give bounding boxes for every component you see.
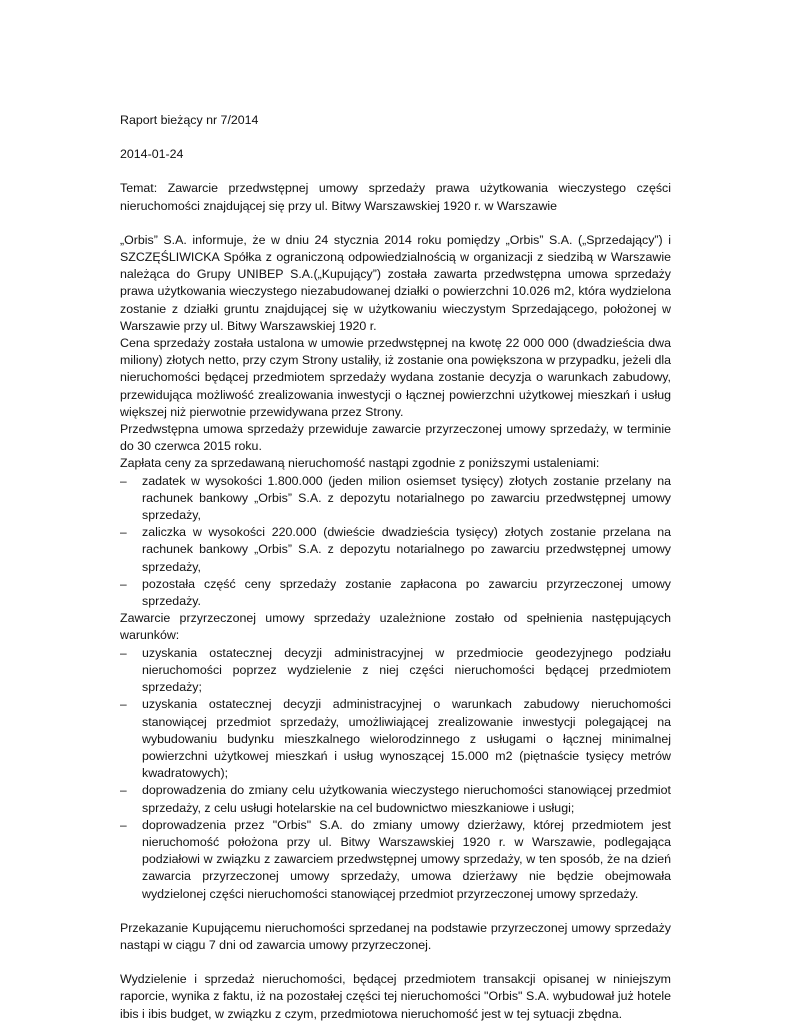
paragraph-rationale: Wydzielenie i sprzedaż nieruchomości, będącej przedmiotem transakcji opisanej w niniejszym raporcie, wynika z faktu, iż na pozostałej części tej nieruchomości "Orbis" S.A. wybudował już hotele ibis i ibis budget, w związku z czym, przedmiotowa nieruchomość jest w tej sytuacji zbędna.: [120, 972, 671, 1021]
list-item: – doprowadzenia przez "Orbis" S.A. do zmiany umowy dzierżawy, której przedmiotem jest nieruchomość położona przy ul. Bitwy Warszawskiej 1920 r. w Warszawie, podlegająca podziałowi w związku z zawarciem przedwstępnej umowy sprzedaży, w ten sposób, że na dzień zawarcia przyrzeczonej umowy sprzedaży, umowa dzierżawy nie będzie obejmowała wydzielonej części nieruchomości stanowiącej przedmiot przyrzeczonej umowy sprzedaży.: [120, 817, 671, 903]
paragraph-payment-intro: Zapłata ceny za sprzedawaną nieruchomość nastąpi zgodnie z poniższymi ustaleniami:: [120, 456, 600, 471]
paragraph-price: Cena sprzedaży została ustalona w umowie przedwstępnej na kwotę 22 000 000 (dwadzieścia dwa miliony) złotych netto, przy czym Strony ustaliły, iż zostanie ona powiększona w przypadku, jeżeli dla nieruchomości będącej przedmiotem sprzedaży wydana zostanie decyzja o warunkach zabudowy, przewidująca możliwość zrealizowania inwestycji o łącznej powierzchni użytkowej mieszkań i usług większej niż pierwotnie przewidywana przez Strony.: [120, 336, 671, 419]
list-item: – uzyskania ostatecznej decyzji administracyjnej w przedmiocie geodezyjnego podziału nieruchomości poprzez wydzielenie z niej części nieruchomości będącej przedmiotem sprzedaży;: [120, 645, 671, 697]
payment-list: [120, 473, 671, 611]
list-item: – zaliczka w wysokości 220.000 (dwieście dwadzieścia tysięcy) złotych zostanie przelana na rachunek bankowy „Orbis” S.A. z depozytu notarialnego po zawarciu przedwstępnej umowy sprzedaży,: [120, 524, 671, 576]
report-date: 2014-01-24: [120, 147, 184, 162]
list-item: – uzyskania ostatecznej decyzji administracyjnej o warunkach zabudowy nieruchomości stanowiącej przedmiot sprzedaży, umożliwiającej zrealizowanie inwestycji polegającej na wybudowaniu budynku mieszkalnego wielorodzinnego z usługami o łącznej minimalnej powierzchni użytkowej mieszkań i usług wynoszącej 15.000 m2 (piętnaście tysięcy metrów kwadratowych);: [120, 696, 671, 782]
list-item: – zadatek w wysokości 1.800.000 (jeden milion osiemset tysięcy) złotych zostanie przelany na rachunek bankowy „Orbis” S.A. z depozytu notarialnego po zawarciu przedwstępnej umowy sprzedaży,: [120, 473, 671, 525]
list-item: – pozostała część ceny sprzedaży zostanie zapłacona po zawarciu przyrzeczonej umowy sprzedaży.: [120, 576, 671, 610]
paragraph-deadline: Przedwstępna umowa sprzedaży przewiduje zawarcie przyrzeczonej umowy sprzedaży, w terminie do 30 czerwca 2015 roku.: [120, 422, 671, 454]
conditions-list: [120, 645, 671, 903]
report-subject: Temat: Zawarcie przedwstępnej umowy sprzedaży prawa użytkowania wieczystego części nieruchomości znajdującej się przy ul. Bitwy Warszawskiej 1920 r. w Warszawie: [120, 181, 671, 213]
document-body: [120, 112, 671, 1023]
report-title: Raport bieżący nr 7/2014: [120, 113, 259, 127]
paragraph-conditions-intro: Zawarcie przyrzeczonej umowy sprzedaży uzależnione zostało od spełnienia następujących warunków:: [120, 611, 671, 643]
paragraph-handover: Przekazanie Kupującemu nieruchomości sprzedanej na podstawie przyrzeczonej umowy sprzedaży nastąpi w ciągu 7 dni od zawarcia umowy przyrzeczonej.: [120, 920, 671, 952]
list-item: – doprowadzenia do zmiany celu użytkowania wieczystego nieruchomości stanowiącej przedmiot sprzedaży, z celu usługi hotelarskie na cel budownictwo mieszkaniowe i usługi;: [120, 782, 671, 816]
paragraph-parties: „Orbis” S.A. informuje, że w dniu 24 stycznia 2014 roku pomiędzy „Orbis” S.A. („Sprzedający”) i SZCZĘŚLIWICKA Spółka z ograniczoną odpowiedzialnością w organizacji z siedzibą w Warszawie należąca do Grupy UNIBEP S.A.(„Kupujący”) została zawarta przedwstępna umowa sprzedaży prawa użytkowania wieczystego niezabudowanej działki o powierzchni 10.026 m2, która wydzielona zostanie z działki gruntu znajdującej się w użytkowaniu wieczystym Sprzedającego, położonej w Warszawie przy ul. Bitwy Warszawskiej 1920 r.: [120, 232, 671, 333]
